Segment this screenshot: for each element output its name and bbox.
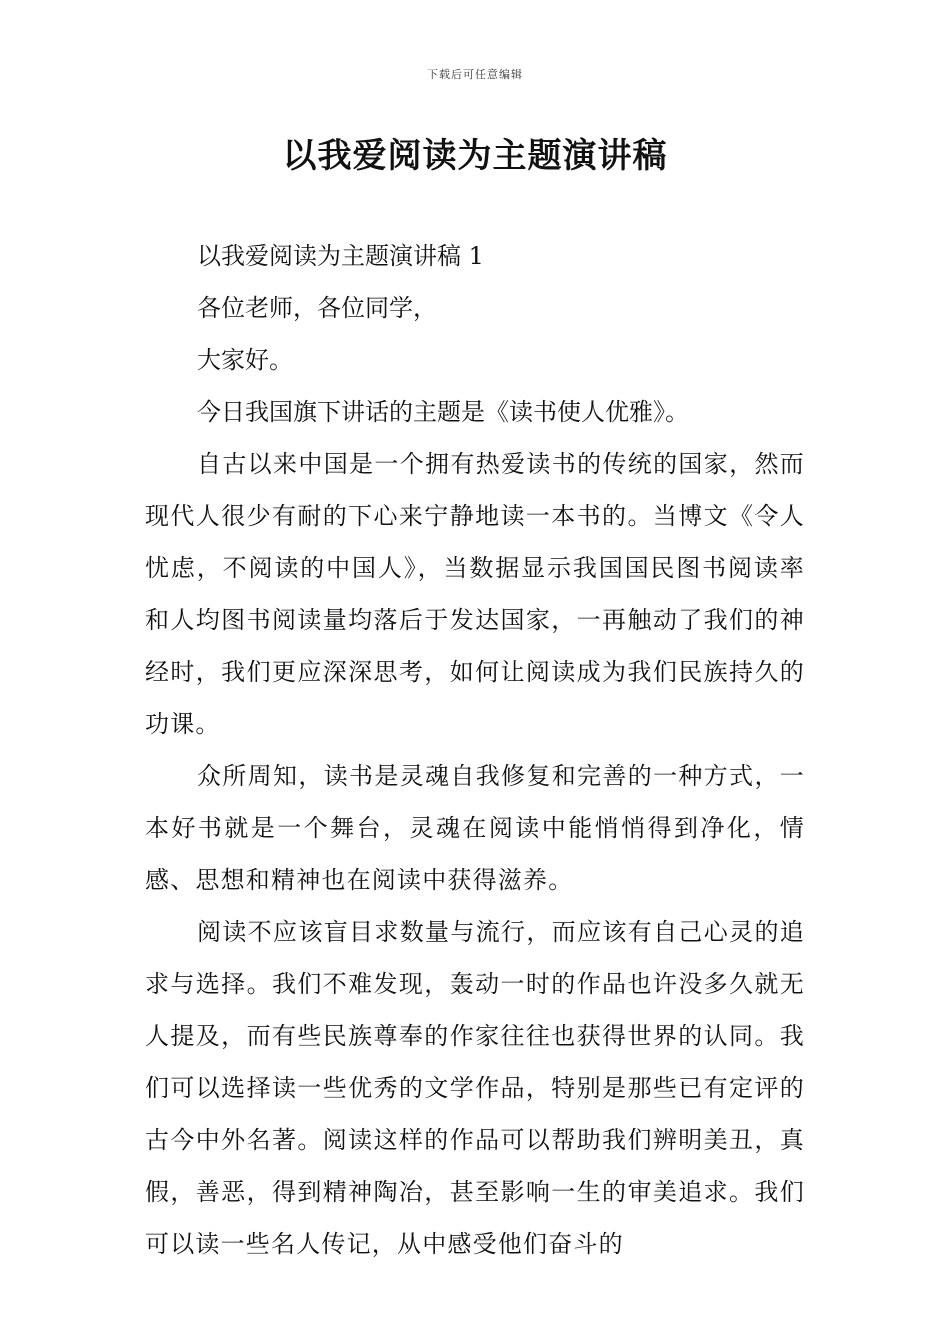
speech-subtitle: 以我爱阅读为主题演讲稿 1	[197, 242, 484, 270]
header-note: 下载后可任意编辑	[427, 68, 523, 81]
document-title: 以我爱阅读为主题演讲稿	[282, 136, 668, 176]
body-paragraph: 阅读不应该盲目求数量与流行，而应该有自己心灵的追求与选择。我们不难发现，轰动一时的作品也许没多久就无人提及，而有些民族尊奉的作家往往也获得世界的认同。我们可以选择读一些优秀的文学作品，特别是那些已有定评的古今中外名著。阅读这样的作品可以帮助我们辨明美丑，真假，善恶，得到精神陶冶，甚至影响一生的审美追求。我们可以读一些名人传记，从中感受他们奋斗的	[145, 918, 805, 1258]
greeting: 大家好。	[197, 346, 293, 374]
salutation: 各位老师，各位同学，	[197, 294, 437, 322]
body-paragraph: 自古以来中国是一个拥有热爱读书的传统的国家，然而现代人很少有耐的下心来宁静地读一本书的。当博文《令人忧虑，不阅读的中国人》，当数据显示我国国民图书阅读率和人均图书阅读量均落后于发达国家，一再触动了我们的神经时，我们更应深深思考，如何让阅读成为我们民族持久的功课。	[145, 450, 805, 738]
body-paragraph: 众所周知，读书是灵魂自我修复和完善的一种方式，一本好书就是一个舞台，灵魂在阅读中能悄悄得到净化，情感、思想和精神也在阅读中获得滋养。	[145, 762, 805, 894]
intro-line: 今日我国旗下讲话的主题是《读书使人优雅》。	[197, 398, 689, 426]
document-body	[145, 230, 805, 1270]
